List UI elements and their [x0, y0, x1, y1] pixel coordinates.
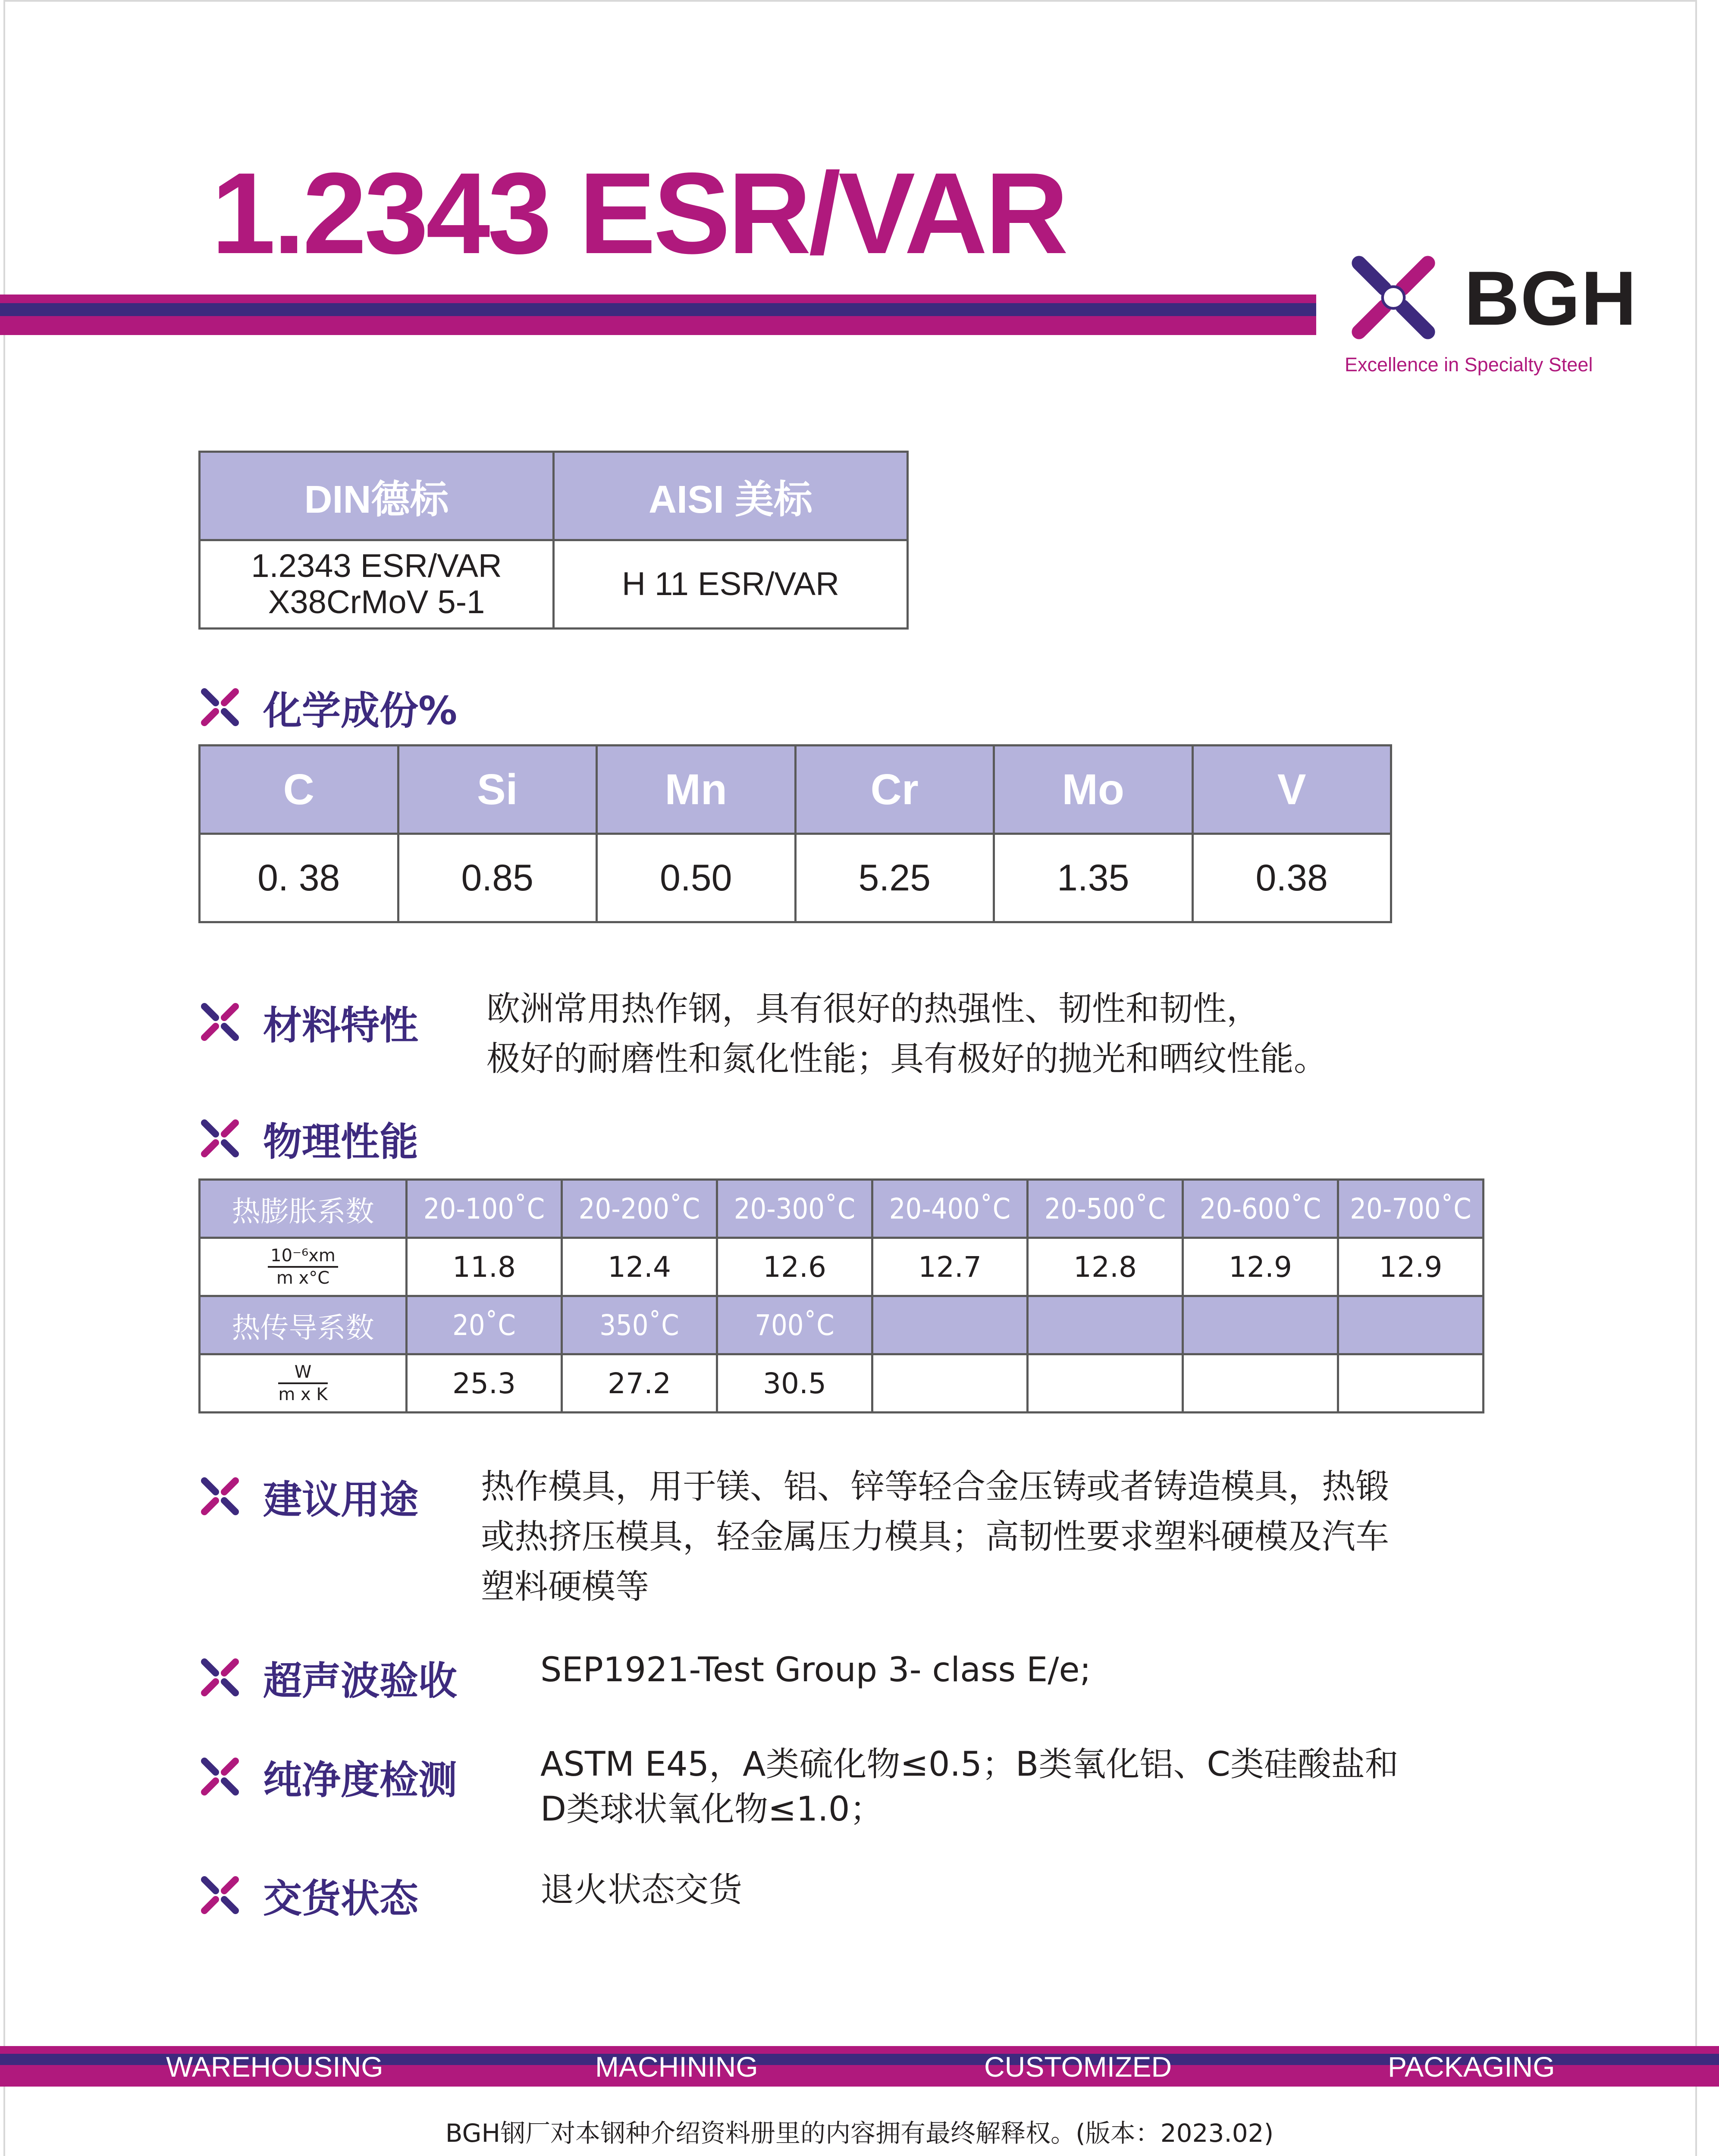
- cross-bullet-icon: [198, 1000, 242, 1044]
- ultrasonic-heading-label: 超声波验收: [263, 1658, 457, 1704]
- delivery-heading: [198, 1867, 418, 1923]
- conductivity-label: 热传导系数: [200, 1296, 407, 1354]
- unit-numerator: 10⁻⁶xm: [268, 1247, 338, 1268]
- applications-heading: [198, 1468, 418, 1524]
- din-header: DIN德标: [200, 452, 554, 540]
- ultrasonic-text: SEP1921-Test Group 3- class E/e;: [540, 1651, 1091, 1689]
- unit-fraction: [278, 1363, 327, 1403]
- applications-text: [481, 1462, 1389, 1612]
- aisi-cell: H 11 ESR/VAR: [554, 540, 908, 629]
- physical-table: [198, 1178, 1484, 1413]
- delivery-heading-label: 交货状态: [263, 1876, 418, 1921]
- unit-fraction: [268, 1247, 338, 1287]
- unit-denominator: m x°C: [276, 1268, 330, 1288]
- element-header: Cr: [795, 746, 994, 834]
- expansion-range: 20-200˚C: [562, 1180, 717, 1238]
- conductivity-unit: [200, 1354, 407, 1413]
- empty-header-cell: [1338, 1296, 1484, 1354]
- cross-bullet-icon: [198, 1656, 242, 1699]
- applications-line: 热作模具，用于镁、铝、锌等轻合金压铸或者铸造模具，热锻: [481, 1467, 1390, 1506]
- element-header: V: [1192, 746, 1391, 834]
- footer-label-machining: MACHINING: [595, 2051, 758, 2083]
- expansion-value: 11.8: [407, 1238, 562, 1296]
- conductivity-value: 30.5: [717, 1354, 872, 1413]
- expansion-value: 12.4: [562, 1238, 717, 1296]
- applications-heading-label: 建议用途: [263, 1477, 418, 1523]
- brand-tagline: Excellence in Specialty Steel: [1345, 354, 1593, 376]
- properties-heading-label: 材料特性: [263, 1003, 418, 1048]
- cleanliness-heading-label: 纯净度检测: [263, 1758, 457, 1803]
- expansion-range: 20-500˚C: [1028, 1180, 1183, 1238]
- unit-numerator: W: [278, 1363, 327, 1384]
- standards-table: [198, 451, 909, 630]
- din-line: X38CrMoV 5-1: [268, 584, 485, 620]
- properties-line: 欧洲常用热作钢，具有很好的热强性、韧性和韧性，: [486, 990, 1261, 1028]
- expansion-unit: [200, 1238, 407, 1296]
- footer-label-customized: CUSTOMIZED: [984, 2051, 1172, 2083]
- conductivity-value: 25.3: [407, 1354, 562, 1413]
- header-band-bottom: [0, 316, 1316, 335]
- expansion-range: 20-400˚C: [872, 1180, 1028, 1238]
- element-header: Si: [398, 746, 597, 834]
- conductivity-temp: 700˚C: [717, 1296, 872, 1354]
- element-header: Mo: [994, 746, 1193, 834]
- footer-label-packaging: PACKAGING: [1388, 2051, 1555, 2083]
- empty-header-cell: [1183, 1296, 1338, 1354]
- footer-label-warehousing: WAREHOUSING: [166, 2051, 383, 2083]
- expansion-range: 20-600˚C: [1183, 1180, 1338, 1238]
- conductivity-temp: 20˚C: [407, 1296, 562, 1354]
- expansion-value: 12.8: [1028, 1238, 1183, 1296]
- delivery-text: 退火状态交货: [540, 1871, 743, 1909]
- page-title: 1.2343 ESR/VAR: [211, 148, 1066, 278]
- header-band-middle: [0, 303, 1316, 316]
- element-value: 0.85: [398, 834, 597, 922]
- element-value: 0.38: [1192, 834, 1391, 922]
- empty-cell: [872, 1354, 1028, 1413]
- cleanliness-heading: [198, 1749, 457, 1805]
- bgh-cross-logo-icon: [1345, 252, 1442, 343]
- chemistry-heading: [198, 679, 457, 735]
- element-header: C: [200, 746, 398, 834]
- empty-header-cell: [1028, 1296, 1183, 1354]
- conductivity-temp: 350˚C: [562, 1296, 717, 1354]
- expansion-range: 20-100˚C: [407, 1180, 562, 1238]
- footer-labels: [0, 2047, 1719, 2086]
- expansion-value: 12.7: [872, 1238, 1028, 1296]
- empty-cell: [1338, 1354, 1484, 1413]
- chemistry-table: [198, 744, 1392, 923]
- element-value: 0. 38: [200, 834, 398, 922]
- din-line: 1.2343 ESR/VAR: [251, 548, 502, 585]
- empty-header-cell: [872, 1296, 1028, 1354]
- empty-cell: [1028, 1354, 1183, 1413]
- chemistry-heading-label: 化学成份%: [263, 688, 458, 733]
- cross-bullet-icon: [198, 1475, 242, 1518]
- footer-disclaimer: BGH钢厂对本钢种介绍资料册里的内容拥有最终解释权。(版本：2023.02): [445, 2118, 1274, 2148]
- applications-line: 或热挤压模具，轻金属压力模具；高韧性要求塑料硬模及汽车: [481, 1517, 1390, 1556]
- cleanliness-text: [540, 1742, 1399, 1832]
- expansion-range: 20-700˚C: [1338, 1180, 1484, 1238]
- brand-logo: [1345, 252, 1637, 382]
- element-value: 5.25: [795, 834, 994, 922]
- properties-text: [486, 984, 1327, 1084]
- unit-denominator: m x K: [278, 1385, 328, 1404]
- cleanliness-line: ASTM E45，A类硫化物≤0.5；B类氧化铝、C类硅酸盐和: [540, 1745, 1399, 1784]
- expansion-value: 12.9: [1183, 1238, 1338, 1296]
- expansion-label: 热膨胀系数: [200, 1180, 407, 1238]
- physical-heading: [198, 1110, 418, 1166]
- properties-heading: [198, 994, 418, 1050]
- header-band-top: [0, 295, 1316, 303]
- properties-line: 极好的耐磨性和氮化性能；具有极好的抛光和晒纹性能。: [486, 1040, 1328, 1078]
- cross-bullet-icon: [198, 686, 242, 729]
- din-cell: [200, 540, 554, 629]
- expansion-value: 12.9: [1338, 1238, 1484, 1296]
- element-value: 0.50: [597, 834, 796, 922]
- aisi-header: AISI 美标: [554, 452, 908, 540]
- brand-name: BGH: [1464, 255, 1637, 341]
- cross-bullet-icon: [198, 1755, 242, 1798]
- expansion-range: 20-300˚C: [717, 1180, 872, 1238]
- element-value: 1.35: [994, 834, 1193, 922]
- expansion-value: 12.6: [717, 1238, 872, 1296]
- ultrasonic-heading: [198, 1649, 457, 1705]
- cross-bullet-icon: [198, 1117, 242, 1160]
- element-header: Mn: [597, 746, 796, 834]
- cross-bullet-icon: [198, 1874, 242, 1917]
- applications-line: 塑料硬模等: [481, 1567, 649, 1606]
- empty-cell: [1183, 1354, 1338, 1413]
- conductivity-value: 27.2: [562, 1354, 717, 1413]
- cleanliness-line: D类球状氧化物≤1.0；: [540, 1790, 884, 1829]
- physical-heading-label: 物理性能: [263, 1119, 418, 1165]
